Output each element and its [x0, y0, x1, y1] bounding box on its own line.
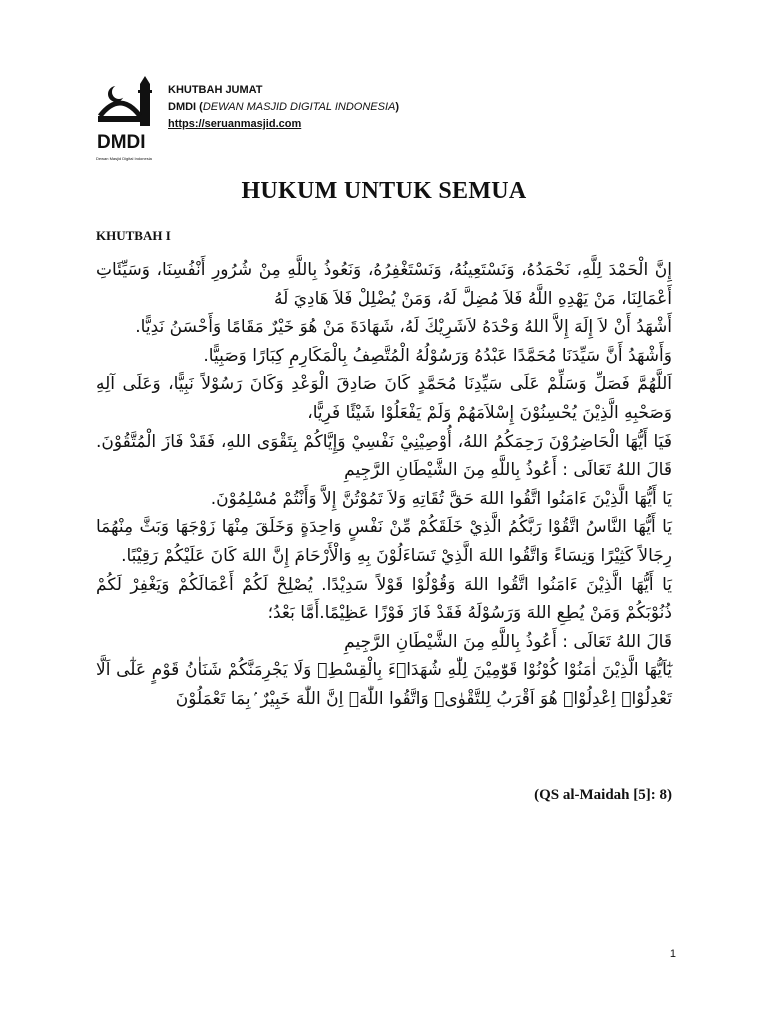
arabic-paragraph: يَا أَيُّهَا الَّذِيْنَ ءَامَنُوا اتَّقُوا اللهَ وَقُوْلُوْا قَوْلاً سَدِيْدًا. يُصْلِحْ لَكُمْ أَعْمَالَكُمْ وَيَغْفِرْ لَكُمْ ذُنُوْبَكُمْ وَمَنْ يُطِعِ اللهَ وَرَسُوْلَهُ فَقَدْ فَازَ فَوْزًا عَظِيْمًا.أَمَّا بَعْدُ؛	[96, 574, 672, 624]
arabic-body	[96, 256, 672, 714]
quran-citation: (QS al-Maidah [5]: 8)	[534, 787, 672, 803]
arabic-paragraph: فَيَا أَيُّهَا الْحَاضِرُوْنَ رَحِمَكُمُ اللهُ، أُوْصِيْنِيْ نَفْسِيْ وَإِيَّاكُمْ بِتَقْوَى اللهِ، فَقَدْ فَازَ الْمُتَّقُوْنَ. قَالَ اللهُ تَعَالَى : أَعُوذُ بِاللَّهِ مِنَ الشَّيْطَانِ الرَّجِيمِ	[96, 431, 672, 481]
header-line-1: KHUTBAH JUMAT	[168, 84, 263, 96]
arabic-paragraph: وَأَشْهَدُ أَنَّ سَيِّدَنَا مُحَمَّدًا عَبْدُهُ وَرَسُوْلُهُ الْمُتَّصِفُ بِالْمَكَارِمِ كِبَارًا وَصَبِيًّا.	[203, 345, 672, 366]
svg-text:Dewan Masjid Digital Indonesia: Dewan Masjid Digital Indonesia	[96, 156, 152, 161]
arabic-paragraph: يَا أَيُّهَا الَّذِيْنَ ءَامَنُوا اتَّقُوا اللهَ حَقَّ تُقَاتِهِ وَلاَ تَمُوْتُنَّ إِلاَّ وَأَنْتُمْ مُسْلِمُوْنَ.	[210, 488, 672, 509]
arabic-paragraph: يٰٓاَيُّهَا الَّذِيْنَ اٰمَنُوْا كُوْنُوْا قَوّٰمِيْنَ لِلّٰهِ شُهَدَاۤءَ بِالْقِسْطِۖ وَلَا يَجْرِمَنَّكُمْ شَنَاٰنُ قَوْمٍ عَلٰٓى اَلَّا تَعْدِلُوْاۗ اِعْدِلُوْاۗ هُوَ اَقْرَبُ لِلتَّقْوٰىۖ وَاتَّقُوا اللّٰهَۗ اِنَّ اللّٰهَ خَبِيْرٌ ۢبِمَا تَعْمَلُوْنَ	[96, 660, 672, 709]
arabic-paragraph: أَشْهَدُ أَنْ لاَ إِلَهَ إِلاَّ اللهُ وَحْدَهُ لاَشَرِيْكَ لَهُ، شَهَادَةَ مَنْ هُوَ خَيْرٌ مَقَامًا وَأَحْسَنُ نَدِيًّا.	[135, 317, 672, 338]
website-link[interactable]: https://seruanmasjid.com	[168, 118, 302, 130]
arabic-paragraph: يَا أَيُّهَا النَّاسُ اتَّقُوْا رَبَّكُمُ الَّذِيْ خَلَقَكُمْ مِّنْ نَفْسٍ وَاحِدَةٍ وَخَلَقَ مِنْهَا زَوْجَهَا وَبَثَّ مِنْهُمَا رِجَالاً كَثِيْرًا وَنِسَاءً وَاتَّقُوا اللهَ الَّذِيْ تَسَاءَلُوْنَ بِهِ وَالْأَرْحَامَ إِنَّ اللهَ كَانَ عَلَيْكُمْ رَقِيْبًا.	[96, 517, 672, 566]
svg-text:DMDI: DMDI	[97, 132, 146, 153]
document-header	[96, 76, 516, 166]
page-number: 1	[669, 948, 676, 960]
arabic-paragraph: اَللَّهُمَّ فَصَلِّ وَسَلِّمْ عَلَى سَيِّدِنَا مُحَمَّدٍ كَانَ صَادِقَ الْوَعْدِ وَكَانَ رَسُوْلاً نَبِيًّا، وَعَلَى آلِهِ وَصَحْبِهِ الَّذِيْنَ يُحْسِنُوْنَ إِسْلاَمَهُمْ وَلَمْ يَفْعَلُوْا شَيْئًا فَرِيًّا،	[96, 374, 672, 423]
section-heading: KHUTBAH I	[96, 228, 171, 243]
arabic-paragraph: قَالَ اللهُ تَعَالَى : أَعُوذُ بِاللَّهِ مِنَ الشَّيْطَانِ الرَّجِيمِ	[344, 631, 672, 652]
page-title: HUKUM UNTUK SEMUA	[241, 178, 527, 204]
dmdi-logo	[96, 76, 158, 166]
header-line-2: DMDI (DEWAN MASJID DIGITAL INDONESIA)	[168, 101, 400, 113]
arabic-paragraph: إِنَّ الْحَمْدَ لِلَّهِ، نَحْمَدُهُ، وَنَسْتَعِينُهُ، وَنَسْتَغْفِرُهُ، وَنَعُوذُ بِاللَّهِ مِنْ شُرُورِ أَنْفُسِنَا، وَسَيِّئَاتِ أَعْمَالِنَا، مَنْ يَهْدِهِ اللَّهُ فَلاَ مُضِلَّ لَهُ، وَمَنْ يُضْلِلْ فَلاَ هَادِيَ لَهُ	[96, 260, 672, 309]
